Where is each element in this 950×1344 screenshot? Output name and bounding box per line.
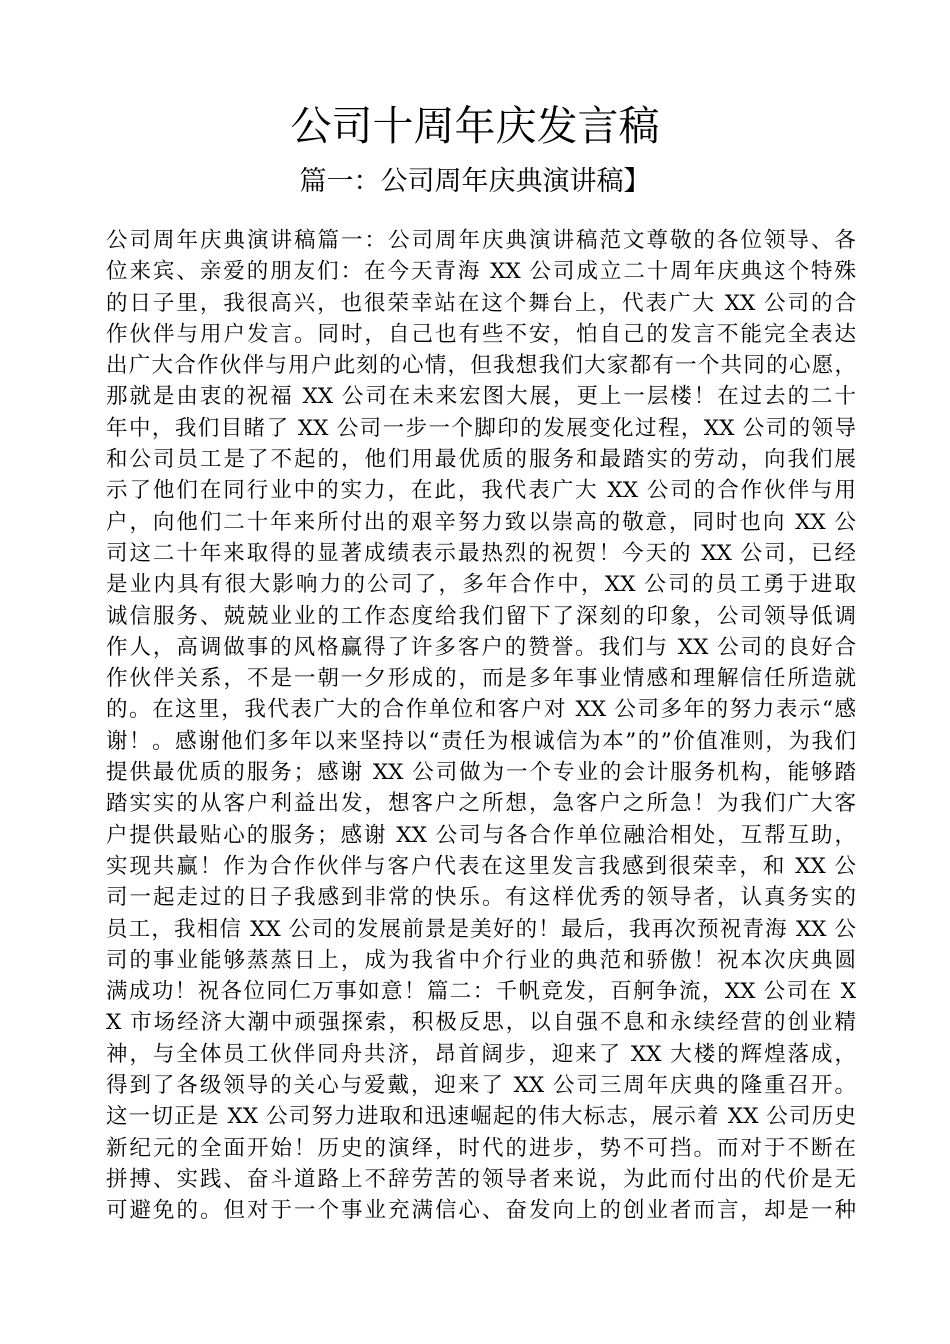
document-body xyxy=(106,225,856,1227)
paragraph-line: 新纪元的全面开始！历史的演绎，时代的进步，势不可挡。而对于不断在 xyxy=(106,1135,856,1161)
paragraph-line: 提供最优质的服务；感谢 XX 公司做为一个专业的会计服务机构，能够踏 xyxy=(106,760,856,786)
paragraph-line: 得到了各级领导的关心与爱戴，迎来了 XX 公司三周年庆典的隆重召开。 xyxy=(106,1073,856,1099)
paragraph-line: 实现共赢！作为合作伙伴与客户代表在这里发言我感到很荣幸，和 XX 公 xyxy=(106,853,856,879)
paragraph-line: 户提供最贴心的服务；感谢 XX 公司与各合作单位融洽相处，互帮互助， xyxy=(106,822,856,848)
paragraph-line: 的日子里，我很高兴，也很荣幸站在这个舞台上，代表广大 XX 公司的合 xyxy=(106,290,856,316)
paragraph-line: 那就是由衷的祝福 XX 公司在未来宏图大展，更上一层楼！在过去的二十 xyxy=(106,384,856,410)
paragraph-line: 司这二十年来取得的显著成绩表示最热烈的祝贺！今天的 XX 公司，已经 xyxy=(106,540,856,566)
paragraph-line: 是业内具有很大影响力的公司了，多年合作中，XX 公司的员工勇于进取 xyxy=(106,572,856,598)
paragraph-line: 诚信服务、兢兢业业的工作态度给我们留下了深刻的印象，公司领导低调 xyxy=(106,603,856,629)
document-subtitle: 篇一：公司周年庆典演讲稿】 xyxy=(299,166,651,197)
paragraph-line: 的。在这里，我代表广大的合作单位和客户对 XX 公司多年的努力表示“感 xyxy=(106,697,856,723)
paragraph-line: 踏实实的从客户利益出发，想客户之所想，急客户之所急！为我们广大客 xyxy=(106,791,856,817)
paragraph-line: 和公司员工是了不起的，他们用最优质的服务和最踏实的劳动，向我们展 xyxy=(106,447,856,473)
paragraph-line: 这一切正是 XX 公司努力进取和迅速崛起的伟大标志，展示着 XX 公司历史 xyxy=(106,1104,856,1130)
paragraph-line: X 市场经济大潮中顽强探索，积极反思，以自强不息和永续经营的创业精 xyxy=(106,1010,856,1036)
paragraph-line: 谢！。感谢他们多年以来坚持以“责任为根诚信为本”的”价值准则，为我们 xyxy=(106,728,856,754)
paragraph-line: 作伙伴关系，不是一朝一夕形成的，而是多年事业情感和理解信任所造就 xyxy=(106,666,856,692)
paragraph-line: 作人，高调做事的风格赢得了许多客户的赞誉。我们与 XX 公司的良好合 xyxy=(106,634,856,660)
paragraph-line: 位来宾、亲爱的朋友们：在今天青海 XX 公司成立二十周年庆典这个特殊 xyxy=(106,259,856,285)
paragraph-line: 作伙伴与用户发言。同时，自己也有些不安，怕自己的发言不能完全表达 xyxy=(106,321,856,347)
paragraph-line: 出广大合作伙伴与用户此刻的心情，但我想我们大家都有一个共同的心愿， xyxy=(106,353,856,379)
paragraph-line: 神，与全体员工伙伴同舟共济，昂首阔步，迎来了 XX 大楼的辉煌落成， xyxy=(106,1041,856,1067)
paragraph-line: 户，向他们二十年来所付出的艰辛努力致以崇高的敬意，同时也向 XX 公 xyxy=(106,509,856,535)
paragraph-line: 司一起走过的日子我感到非常的快乐。有这样优秀的领导者，认真务实的 xyxy=(106,885,856,911)
document-title: 公司十周年庆发言稿 xyxy=(290,102,660,150)
paragraph-line: 员工，我相信 XX 公司的发展前景是美好的！最后，我再次预祝青海 XX 公 xyxy=(106,916,856,942)
paragraph-line: 年中，我们目睹了 XX 公司一步一个脚印的发展变化过程，XX 公司的领导 xyxy=(106,415,856,441)
paragraph-line: 示了他们在同行业中的实力，在此，我代表广大 XX 公司的合作伙伴与用 xyxy=(106,478,856,504)
paragraph-line: 公司周年庆典演讲稿篇一：公司周年庆典演讲稿范文尊敬的各位领导、各 xyxy=(106,228,856,253)
paragraph-line: 司的事业能够蒸蒸日上，成为我省中介行业的典范和骄傲！祝本次庆典圆 xyxy=(106,947,856,973)
paragraph-line: 拼搏、实践、奋斗道路上不辞劳苦的领导者来说，为此而付出的代价是无 xyxy=(106,1166,856,1192)
paragraph-line: 满成功！祝各位同仁万事如意！篇二：千帆竞发，百舸争流，XX 公司在 X xyxy=(106,979,856,1005)
paragraph-line: 可避免的。但对于一个事业充满信心、奋发向上的创业者而言，却是一种 xyxy=(106,1198,856,1224)
